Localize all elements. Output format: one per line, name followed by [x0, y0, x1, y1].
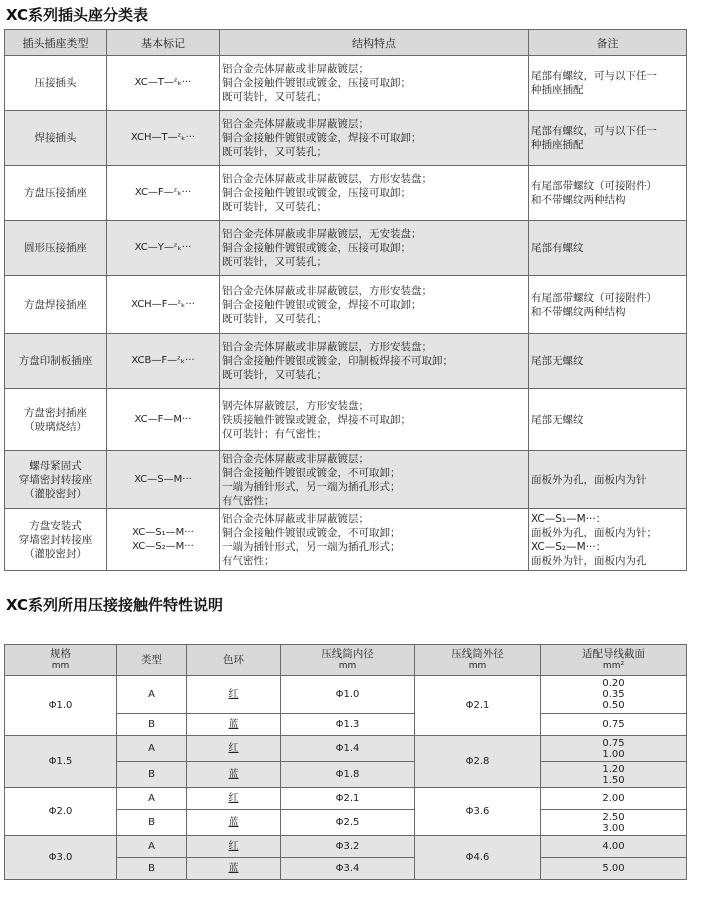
table-header-row — [5, 645, 687, 676]
remarks-cell — [529, 389, 687, 451]
header-label: 压线筒外径 — [451, 648, 504, 660]
color-ring-cell: 红 — [187, 788, 281, 810]
structure-features-cell — [220, 111, 529, 166]
cell-line: 铜合金接触件镀银或镀金，焊接不可取卸； — [222, 298, 422, 311]
cell-line: 有尾部带螺纹（可接附件） — [531, 180, 657, 192]
table-header-row — [5, 30, 687, 56]
connector-classification-table — [4, 29, 687, 571]
type-cell: A — [117, 676, 187, 714]
table-row — [5, 451, 687, 509]
structure-features-cell — [220, 221, 529, 276]
connector-type-cell — [5, 389, 107, 451]
cell-line: XC—T—ᶻₖ··· — [134, 77, 192, 88]
structure-features-cell — [220, 389, 529, 451]
inner-diameter-cell: Φ3.4 — [281, 858, 415, 880]
cell-line: 种插座插配 — [531, 139, 584, 151]
inner-diameter-cell: Φ1.8 — [281, 762, 415, 788]
cell-line: 和不带螺纹两种结构 — [531, 194, 626, 206]
remarks-cell — [529, 56, 687, 111]
cell-line: 既可装针，又可装孔； — [222, 369, 327, 381]
structure-features-cell — [220, 451, 529, 509]
cell-line: 有气密性； — [222, 554, 275, 567]
header-basic-mark: 基本标记 — [107, 30, 220, 56]
outer-diameter-cell: Φ3.6 — [415, 788, 541, 836]
wire-section-value: 0.75 — [602, 737, 625, 749]
connector-type-cell — [5, 509, 107, 571]
header-unit: mm — [51, 661, 70, 671]
type-cell: B — [117, 714, 187, 736]
cell-line: 一端为插针形式，另一端为插孔形式； — [222, 480, 401, 493]
table-row — [5, 736, 687, 762]
header-unit: mm — [468, 661, 487, 671]
remarks-cell — [529, 276, 687, 334]
color-ring-cell: 蓝 — [187, 810, 281, 836]
cell-line: （灌胶密封） — [24, 547, 87, 560]
wire-section-cell — [541, 836, 687, 858]
inner-diameter-cell: Φ2.5 — [281, 810, 415, 836]
wire-section-value: 0.50 — [602, 700, 625, 711]
header-label: 压线筒内径 — [321, 648, 374, 660]
cell-line: 铝合金壳体屏蔽或非屏蔽镀层，方形安装盘； — [222, 173, 432, 185]
cell-line: 有尾部带螺纹（可接附件） — [531, 291, 657, 304]
cell-line: 方盘印制板插座 — [18, 355, 93, 367]
structure-features-cell — [220, 56, 529, 111]
wire-section-value: 4.00 — [602, 841, 625, 852]
cell-line: （玻璃烧结） — [24, 420, 87, 433]
header-type — [117, 645, 187, 676]
table-row — [5, 166, 687, 221]
cell-line: 铝合金壳体屏蔽或非屏蔽镀层，无安装盘； — [222, 228, 422, 240]
cell-line: 面板外为孔，面板内为针； — [531, 526, 657, 539]
cell-line: 铝合金壳体屏蔽或非屏蔽镀层，方形安装盘； — [222, 284, 432, 297]
remarks-cell — [529, 166, 687, 221]
classification-table-title: XC系列插头座分类表 — [6, 6, 149, 24]
cell-line: 有气密性； — [222, 494, 275, 507]
cell-line: 铝合金壳体屏蔽或非屏蔽镀层，方形安装盘； — [222, 341, 432, 353]
cell-line: XC—S₁—M···： — [531, 512, 607, 525]
header-spec — [5, 645, 117, 676]
cell-line: 铜合金接触件镀银或镀金，压接可取卸； — [222, 187, 411, 199]
remarks-cell — [529, 451, 687, 509]
cell-line: 压接插头 — [34, 77, 77, 89]
basic-mark-cell — [107, 276, 220, 334]
wire-section-cell — [541, 762, 687, 788]
header-label: 色环 — [223, 654, 244, 666]
wire-section-cell — [541, 788, 687, 810]
basic-mark-cell — [107, 509, 220, 571]
connector-type-cell — [5, 111, 107, 166]
table-row — [5, 56, 687, 111]
header-unit: mm² — [602, 661, 625, 671]
cell-line: 铝合金壳体屏蔽或非屏蔽镀层； — [222, 118, 369, 130]
header-unit: mm — [338, 661, 357, 671]
cell-line: 穿墙密封转接座 — [18, 473, 93, 486]
cell-line: 尾部有螺纹，可与以下任一 — [531, 70, 657, 82]
color-ring-cell: 蓝 — [187, 762, 281, 788]
cell-line: XC—F—ᶻₖ··· — [134, 187, 192, 198]
wire-section-value: 1.20 — [602, 763, 625, 775]
cell-line: 铁质接触件镀镍或镀金，焊接不可取卸； — [222, 413, 411, 426]
header-type: 插头插座类型 — [5, 30, 107, 56]
wire-section-value: 3.00 — [602, 822, 625, 834]
cell-line: 圆形压接插座 — [24, 242, 87, 254]
wire-section-value: 0.20 — [602, 678, 625, 689]
cell-line: XC—Y—ᶻₖ··· — [134, 242, 192, 253]
cell-line: 铝合金壳体屏蔽或非屏蔽镀层； — [222, 512, 369, 525]
table-row — [5, 676, 687, 714]
connector-type-cell — [5, 276, 107, 334]
type-cell: A — [117, 788, 187, 810]
remarks-cell — [529, 334, 687, 389]
cell-line: 面板外为孔，面板内为针 — [531, 473, 647, 486]
wire-section-value: 1.50 — [602, 774, 625, 786]
table-row — [5, 509, 687, 571]
cell-line: 螺母紧固式 — [29, 459, 82, 472]
cell-line: 方盘压接插座 — [24, 187, 87, 199]
basic-mark-cell — [107, 56, 220, 111]
spec-cell: Φ2.0 — [5, 788, 117, 836]
color-ring-cell: 红 — [187, 736, 281, 762]
cell-line: 方盘密封插座 — [24, 406, 87, 419]
outer-diameter-cell: Φ2.1 — [415, 676, 541, 736]
header-label: 适配导线截面 — [582, 648, 645, 660]
header-outer-diameter — [415, 645, 541, 676]
cell-line: 铝合金壳体屏蔽或非屏蔽镀层； — [222, 63, 369, 75]
header-color-ring — [187, 645, 281, 676]
cell-line: XC—F—M··· — [134, 413, 192, 425]
cell-line: （灌胶密封） — [24, 487, 87, 500]
cell-line: 铜合金接触件镀银或镀金，印制板焊接不可取卸； — [222, 355, 453, 367]
cell-line: 和不带螺纹两种结构 — [531, 305, 626, 318]
cell-line: 种插座插配 — [531, 84, 584, 96]
cell-line: XC—S₂—M··· — [132, 540, 194, 552]
cell-line: 尾部无螺纹 — [531, 355, 584, 367]
spec-cell: Φ1.0 — [5, 676, 117, 736]
remarks-cell — [529, 221, 687, 276]
wire-section-cell — [541, 676, 687, 714]
basic-mark-cell — [107, 111, 220, 166]
color-ring-cell: 红 — [187, 836, 281, 858]
cell-line: XCB—F—ᶻₖ··· — [131, 355, 195, 366]
remarks-cell — [529, 509, 687, 571]
cell-line: 既可装针，又可装孔； — [222, 201, 327, 213]
cell-line: 铜合金接触件镀银或镀金，焊接不可取卸； — [222, 132, 422, 144]
cell-line: 铜合金接触件镀银或镀金，不可取卸； — [222, 466, 401, 479]
basic-mark-cell — [107, 221, 220, 276]
header-remarks: 备注 — [529, 30, 687, 56]
cell-line: 面板外为针，面板内为孔 — [531, 554, 647, 567]
type-cell: B — [117, 810, 187, 836]
wire-section-value: 0.75 — [602, 719, 625, 730]
table-row — [5, 111, 687, 166]
type-cell: B — [117, 858, 187, 880]
outer-diameter-cell: Φ2.8 — [415, 736, 541, 788]
color-ring-cell: 蓝 — [187, 714, 281, 736]
cell-line: 既可装针，又可装孔； — [222, 256, 327, 268]
cell-line: 方盘焊接插座 — [24, 298, 87, 311]
outer-diameter-cell: Φ4.6 — [415, 836, 541, 880]
cell-line: 一端为插针形式，另一端为插孔形式； — [222, 540, 401, 553]
wire-section-cell — [541, 714, 687, 736]
cell-line: XC—S—M··· — [134, 473, 192, 485]
spec-cell: Φ1.5 — [5, 736, 117, 788]
cell-line: XCH—T—ᶻₖ··· — [130, 132, 196, 143]
inner-diameter-cell: Φ2.1 — [281, 788, 415, 810]
cell-line: 方盘安装式 — [29, 519, 82, 532]
color-ring-cell: 红 — [187, 676, 281, 714]
wire-section-cell — [541, 736, 687, 762]
cell-line: 焊接插头 — [34, 132, 77, 144]
inner-diameter-cell: Φ1.4 — [281, 736, 415, 762]
cell-line: 铜合金接触件镀银或镀金，压接可取卸； — [222, 242, 411, 254]
connector-type-cell — [5, 56, 107, 111]
contact-characteristics-table — [4, 644, 687, 880]
connector-type-cell — [5, 166, 107, 221]
cell-line: XCH—F—ᶻₖ··· — [131, 298, 195, 310]
cell-line: 仅可装针；有气密性； — [222, 427, 327, 440]
table-row — [5, 221, 687, 276]
cell-line: 铜合金接触件镀银或镀金，压接可取卸； — [222, 77, 411, 89]
connector-type-cell — [5, 451, 107, 509]
wire-section-value: 5.00 — [602, 863, 625, 874]
header-label: 规格 — [50, 648, 71, 660]
wire-section-value: 1.00 — [602, 748, 625, 760]
header-structure-features: 结构特点 — [220, 30, 529, 56]
table-row — [5, 276, 687, 334]
cell-line: 铜合金接触件镀银或镀金，不可取卸； — [222, 526, 401, 539]
type-cell: B — [117, 762, 187, 788]
structure-features-cell — [220, 276, 529, 334]
cell-line: 尾部有螺纹 — [531, 242, 584, 254]
wire-section-cell — [541, 810, 687, 836]
cell-line: 钢壳体屏蔽镀层，方形安装盘； — [222, 399, 369, 412]
table-row — [5, 836, 687, 858]
header-wire-section — [541, 645, 687, 676]
wire-section-value: 2.00 — [602, 793, 625, 804]
color-ring-cell: 蓝 — [187, 858, 281, 880]
cell-line: 尾部有螺纹，可与以下任一 — [531, 125, 657, 137]
structure-features-cell — [220, 334, 529, 389]
header-inner-diameter — [281, 645, 415, 676]
table-row — [5, 788, 687, 810]
header-label: 类型 — [141, 654, 162, 666]
cell-line: 既可装针，又可装孔； — [222, 146, 327, 158]
cell-line: 铝合金壳体屏蔽或非屏蔽镀层； — [222, 452, 369, 465]
inner-diameter-cell: Φ3.2 — [281, 836, 415, 858]
spec-cell: Φ3.0 — [5, 836, 117, 880]
connector-type-cell — [5, 221, 107, 276]
cell-line: 既可装针，又可装孔； — [222, 91, 327, 103]
cell-line: 穿墙密封转接座 — [18, 533, 93, 546]
wire-section-value: 0.35 — [602, 689, 625, 700]
inner-diameter-cell: Φ1.3 — [281, 714, 415, 736]
contact-characteristics-title: XC系列所用压接接触件特性说明 — [6, 596, 224, 614]
cell-line: XC—S₁—M··· — [132, 526, 194, 538]
basic-mark-cell — [107, 334, 220, 389]
wire-section-cell — [541, 858, 687, 880]
connector-type-cell — [5, 334, 107, 389]
basic-mark-cell — [107, 389, 220, 451]
type-cell: A — [117, 736, 187, 762]
cell-line: 尾部无螺纹 — [531, 413, 584, 426]
inner-diameter-cell: Φ1.0 — [281, 676, 415, 714]
table-row — [5, 389, 687, 451]
cell-line: 既可装针，又可装孔； — [222, 312, 327, 325]
wire-section-value: 2.50 — [602, 811, 625, 823]
structure-features-cell — [220, 509, 529, 571]
type-cell: A — [117, 836, 187, 858]
remarks-cell — [529, 111, 687, 166]
basic-mark-cell — [107, 451, 220, 509]
cell-line: XC—S₂—M···： — [531, 540, 607, 553]
structure-features-cell — [220, 166, 529, 221]
basic-mark-cell — [107, 166, 220, 221]
table-row — [5, 334, 687, 389]
